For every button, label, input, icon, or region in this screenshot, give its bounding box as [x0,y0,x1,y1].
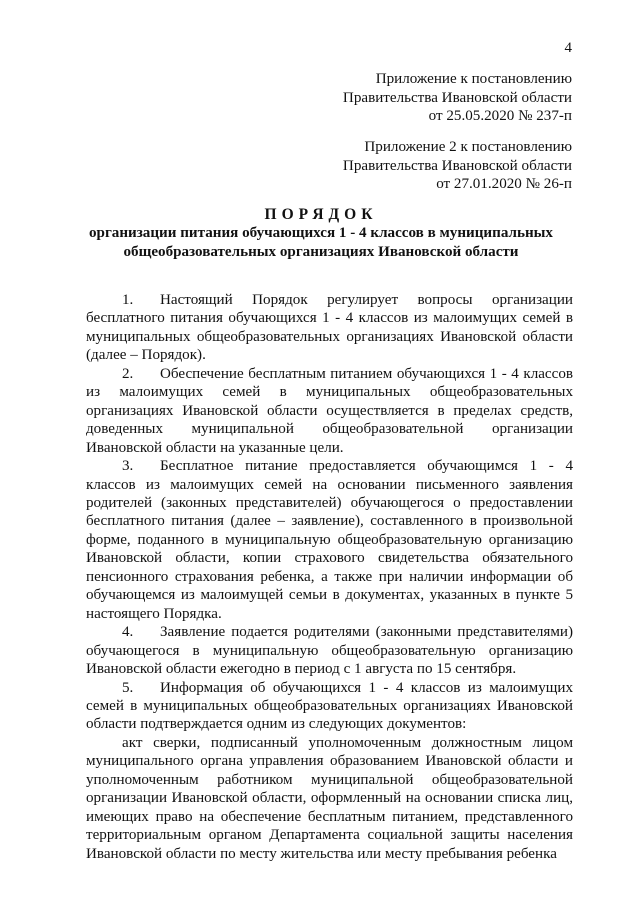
approval-1-line-1: Приложение к постановлению [375,71,572,87]
approval-2-line-2: Правительства Ивановской области [342,157,572,174]
paragraph-text: Заявление подается родителями (законными представителями) обучающегося в муниципальную общеобразовательную организацию Ивановской области ежегодно в период с 1 августа по 15 сентября. [86,624,573,678]
paragraph-number: 2. [122,365,134,382]
paragraph-number: 4. [122,624,134,641]
page-number: 4 [564,40,572,56]
paragraph-1 [86,291,573,365]
title-block [70,205,572,262]
paragraph-text: Обеспечение бесплатным питанием обучающихся 1 - 4 классов из малоимущих семей в муниципальных общеобразовательных организациях Ивановской области осуществляется в пределах средств, доведенных муниципальной общеобразовательной организации Ивановской области на указанные цели. [86,365,573,456]
paragraph-4 [86,623,573,678]
paragraph-5 [86,679,573,734]
document-body [86,291,573,863]
approval-2-line-3: от 27.01.2020 № 26-п [436,176,572,192]
paragraph-2 [86,365,573,457]
paragraph-text: Настоящий Порядок регулирует вопросы организации бесплатного питания обучающихся 1 - 4 классов из малоимущих семей в муниципальных общеобразовательных организациях Ивановской области (далее – Порядок). [86,292,573,364]
approval-1-line-2: Правительства Ивановской области [342,89,572,106]
paragraph-number: 3. [122,458,134,475]
document-subtitle-line-2: общеобразовательных организациях Ивановской области [123,244,519,260]
paragraph-text: Бесплатное питание предоставляется обучающимся 1 - 4 классов из малоимущих семей на основании письменного заявления родителей (законных представителей) обучающегося о предоставлении бесплатного питания (далее – заявление), составленного в произвольной форме, поданного в муниципальную общеобразовательную организацию Ивановской области, копии страхового свидетельства обязательного пенсионного страхования ребенка, а также при наличии информации об обучающемся из малоимущей семьи в документах, указанных в пункте 5 настоящего Порядка. [86,458,573,622]
paragraph-text: Информация об обучающихся 1 - 4 классов из малоимущих семей в муниципальных общеобразовательных организациях Ивановской области подтверждается одним из следующих документов: [86,679,573,733]
document-subtitle-line-1: организации питания обучающихся 1 - 4 классов в муниципальных [89,225,553,241]
paragraph-number: 1. [122,292,134,308]
document-title: ПОРЯДОК [264,206,378,223]
approval-block-2 [343,138,572,194]
paragraph-5-item-1 [86,734,573,863]
approval-2-line-1: Приложение 2 к постановлению [364,139,572,155]
paragraph-number: 5. [122,679,134,696]
paragraph-3 [86,457,573,623]
paragraph-text: акт сверки, подписанный уполномоченным должностным лицом муниципального органа управления образованием Ивановской области и уполномоченным работником муниципальной общеобразовательной организации Ивановской области, оформленный на основании списка лиц, имеющих право на обеспечение бесплатным питанием, представленного территориальным органом Департамента социальной защиты населения Ивановской области по месту жительства или месту пребывания ребенка [86,734,573,862]
approval-1-line-3: от 25.05.2020 № 237-п [428,108,572,124]
approval-block-1 [343,70,572,126]
